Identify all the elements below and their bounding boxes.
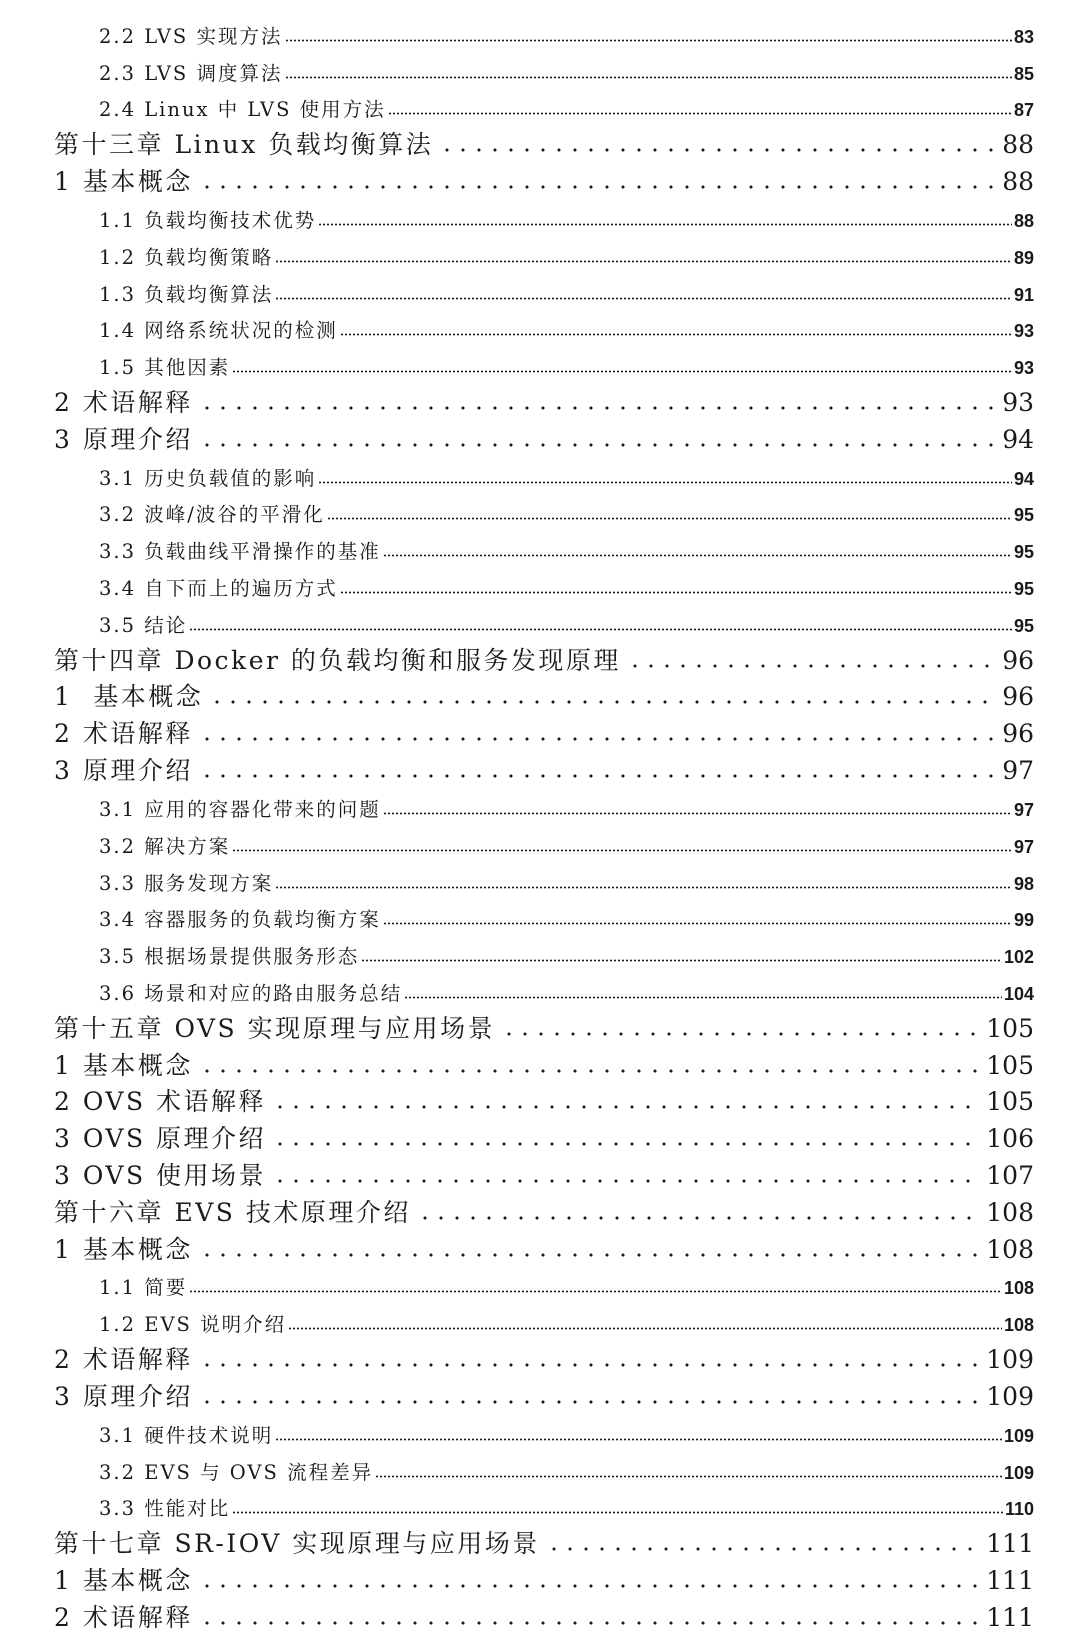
toc-heading-entry[interactable] (0, 1599, 1079, 1636)
toc-dot-leader (189, 1290, 1002, 1293)
toc-entry-title: 1 基本概念 (54, 1565, 193, 1595)
toc-dot-leader (232, 849, 1012, 852)
toc-entry-page-number: 107 (986, 1161, 1034, 1190)
toc-subsection-entry[interactable] (0, 826, 1079, 863)
toc-dot-leader (209, 700, 994, 704)
toc-entry-title: 3.5 结论 (99, 613, 188, 637)
toc-entry-page-number: 97 (1013, 799, 1034, 820)
toc-heading-entry[interactable] (0, 1157, 1079, 1194)
toc-entry-title: 3 原理介绍 (54, 1381, 193, 1411)
toc-entry-page-number: 97 (1002, 756, 1034, 786)
toc-heading-entry[interactable] (0, 1525, 1079, 1562)
toc-heading-entry[interactable] (0, 1120, 1079, 1157)
toc-dot-leader (383, 922, 1012, 925)
toc-entry-title: 2 术语解释 (54, 1345, 193, 1375)
toc-entry-page-number: 96 (1002, 719, 1034, 749)
toc-heading-entry[interactable] (0, 126, 1079, 163)
toc-subsection-entry[interactable] (0, 531, 1079, 568)
toc-subsection-entry[interactable] (0, 1415, 1079, 1452)
toc-entry-title: 3.4 自下而上的遍历方式 (99, 577, 338, 600)
toc-heading-entry[interactable] (0, 642, 1079, 679)
toc-subsection-entry[interactable] (0, 311, 1079, 348)
toc-entry-page-number: 111 (986, 1602, 1034, 1632)
toc-dot-leader (199, 406, 994, 410)
toc-heading-entry[interactable] (0, 1341, 1079, 1378)
toc-entry-title: 第十七章 SR-IOV 实现原理与应用场景 (54, 1529, 540, 1559)
toc-entry-page-number: 109 (986, 1345, 1034, 1375)
toc-dot-leader (327, 517, 1012, 520)
toc-entry-title: 3.2 EVS 与 OVS 流程差异 (99, 1460, 374, 1484)
toc-dot-leader (285, 76, 1012, 79)
toc-dot-leader (199, 443, 994, 447)
toc-dot-leader (199, 1621, 978, 1625)
toc-heading-entry[interactable] (0, 1378, 1079, 1415)
toc-dot-leader (383, 812, 1012, 815)
toc-subsection-entry[interactable] (0, 458, 1079, 495)
toc-entry-title: 3.2 波峰/波谷的平滑化 (99, 503, 325, 527)
toc-entry-title: 2 术语解释 (54, 1602, 193, 1632)
toc-dot-leader (199, 737, 994, 741)
toc-entry-title: 3 OVS 原理介绍 (54, 1124, 267, 1154)
toc-entry-page-number: 89 (1013, 247, 1034, 268)
toc-entry-page-number: 111 (986, 1565, 1034, 1595)
toc-entry-title: 2 OVS 术语解释 (54, 1087, 267, 1117)
toc-entry-title: 3.3 负载曲线平滑操作的基准 (99, 540, 381, 564)
toc-dot-leader (285, 39, 1012, 42)
toc-dot-leader (318, 481, 1012, 484)
toc-heading-entry[interactable] (0, 1562, 1079, 1599)
toc-heading-entry[interactable] (0, 1010, 1079, 1047)
toc-subsection-entry[interactable] (0, 936, 1079, 973)
toc-entry-page-number: 105 (986, 1013, 1034, 1043)
toc-heading-entry[interactable] (0, 163, 1079, 200)
toc-subsection-entry[interactable] (0, 1268, 1079, 1305)
toc-entry-page-number: 95 (1013, 542, 1034, 563)
toc-subsection-entry[interactable] (0, 863, 1079, 900)
toc-dot-leader (232, 1511, 1003, 1514)
toc-entry-title: 2 术语解释 (54, 719, 193, 749)
toc-subsection-entry[interactable] (0, 1489, 1079, 1526)
toc-entry-title: 3.1 历史负载值的影响 (99, 466, 317, 490)
toc-entry-title: 2.2 LVS 实现方法 (99, 24, 283, 48)
toc-heading-entry[interactable] (0, 1194, 1079, 1231)
toc-dot-leader (199, 1069, 978, 1073)
toc-entry-page-number: 93 (1002, 387, 1034, 417)
toc-subsection-entry[interactable] (0, 900, 1079, 937)
toc-entry-title: 3.4 容器服务的负载均衡方案 (99, 908, 381, 932)
toc-dot-leader (199, 1253, 978, 1257)
toc-entry-page-number: 95 (1013, 615, 1034, 636)
toc-entry-title: 3 原理介绍 (54, 424, 193, 454)
toc-entry-title: 3.3 服务发现方案 (99, 871, 274, 895)
toc-heading-entry[interactable] (0, 752, 1079, 789)
toc-entry-page-number: 108 (986, 1234, 1034, 1264)
toc-dot-leader (501, 1032, 978, 1036)
toc-entry-page-number: 94 (1002, 424, 1034, 454)
toc-dot-leader (375, 1475, 1002, 1478)
toc-entry-title: 1.2 EVS 说明介绍 (99, 1313, 287, 1337)
toc-entry-title: 1.3 负载均衡算法 (99, 282, 274, 306)
toc-dot-leader (288, 1327, 1002, 1330)
toc-dot-leader (275, 886, 1012, 889)
toc-entry-title: 2.3 LVS 调度算法 (99, 61, 283, 85)
toc-heading-entry[interactable] (0, 1084, 1079, 1121)
toc-dot-leader (417, 1216, 978, 1220)
table-of-contents (0, 16, 1079, 1636)
toc-entry-page-number: 93 (1013, 321, 1034, 342)
toc-entry-page-number: 88 (1002, 167, 1034, 197)
toc-dot-leader (272, 1142, 978, 1146)
toc-heading-entry[interactable] (0, 679, 1079, 716)
toc-entry-title: 3.1 应用的容器化带来的问题 (99, 797, 381, 821)
toc-entry-title: 2.4 Linux 中 LVS 使用方法 (99, 98, 386, 122)
toc-entry-page-number: 109 (1003, 1425, 1034, 1446)
toc-entry-title: 3.1 硬件技术说明 (99, 1423, 274, 1447)
toc-entry-title: 1 基本概念 (54, 167, 193, 197)
toc-entry-title: 第十五章 OVS 实现原理与应用场景 (54, 1013, 496, 1043)
toc-dot-leader (199, 1584, 978, 1588)
toc-entry-page-number: 91 (1013, 284, 1034, 305)
toc-entry-page-number: 104 (1003, 983, 1034, 1004)
toc-entry-page-number: 95 (1013, 505, 1034, 526)
toc-entry-title: 2 术语解释 (54, 387, 193, 417)
toc-entry-page-number: 109 (986, 1381, 1034, 1411)
toc-entry-title: 第十六章 EVS 技术原理介绍 (54, 1197, 411, 1227)
toc-subsection-entry[interactable] (0, 973, 1079, 1010)
toc-entry-title: 1 基本概念 (54, 1050, 193, 1080)
toc-dot-leader (361, 959, 1002, 962)
toc-dot-leader (388, 112, 1012, 115)
toc-dot-leader (340, 333, 1012, 336)
toc-entry-page-number: 93 (1013, 358, 1034, 379)
toc-dot-leader (318, 223, 1012, 226)
toc-subsection-entry[interactable] (0, 1452, 1079, 1489)
toc-entry-page-number: 96 (1002, 645, 1034, 675)
toc-dot-leader (275, 1438, 1002, 1441)
toc-dot-leader (272, 1179, 978, 1183)
toc-entry-page-number: 108 (1003, 1278, 1034, 1299)
toc-entry-page-number: 108 (986, 1197, 1034, 1227)
toc-heading-entry[interactable] (0, 715, 1079, 752)
toc-dot-leader (627, 664, 994, 668)
toc-dot-leader (275, 260, 1012, 263)
toc-heading-entry[interactable] (0, 1231, 1079, 1268)
toc-entry-page-number: 110 (1004, 1499, 1034, 1520)
toc-entry-title: 1 基本概念 (54, 1234, 193, 1264)
toc-entry-page-number: 95 (1013, 579, 1034, 599)
toc-entry-page-number: 98 (1013, 873, 1034, 894)
toc-subsection-entry[interactable] (0, 347, 1079, 384)
toc-entry-page-number: 87 (1013, 100, 1034, 121)
toc-entry-title: 1.4 网络系统状况的检测 (99, 319, 338, 343)
toc-entry-title: 1.1 简要 (99, 1276, 188, 1300)
toc-entry-title: 3.2 解决方案 (99, 834, 231, 858)
toc-entry-page-number: 105 (986, 1087, 1034, 1117)
toc-entry-page-number: 102 (1003, 947, 1034, 968)
toc-entry-page-number: 111 (986, 1529, 1034, 1559)
toc-subsection-entry[interactable] (0, 16, 1079, 53)
toc-subsection-entry[interactable] (0, 53, 1079, 90)
toc-dot-leader (199, 1363, 978, 1367)
toc-subsection-entry[interactable] (0, 274, 1079, 311)
toc-dot-leader (199, 185, 994, 189)
toc-subsection-entry[interactable] (0, 495, 1079, 532)
toc-subsection-entry[interactable] (0, 237, 1079, 274)
toc-entry-page-number: 83 (1013, 26, 1034, 47)
toc-entry-page-number: 109 (1003, 1462, 1034, 1483)
toc-entry-page-number: 96 (1002, 682, 1034, 712)
toc-dot-leader (383, 554, 1012, 557)
toc-dot-leader (275, 297, 1012, 300)
toc-subsection-entry[interactable] (0, 200, 1079, 237)
toc-entry-page-number: 88 (1002, 130, 1034, 160)
toc-heading-entry[interactable] (0, 384, 1079, 421)
toc-subsection-entry[interactable] (0, 605, 1079, 642)
toc-entry-page-number: 108 (1003, 1315, 1034, 1336)
toc-dot-leader (232, 370, 1012, 373)
toc-entry-page-number: 106 (986, 1124, 1034, 1154)
toc-dot-leader (272, 1105, 978, 1109)
toc-entry-title: 3 原理介绍 (54, 756, 193, 786)
toc-entry-title: 第十四章 Docker 的负载均衡和服务发现原理 (54, 645, 621, 675)
toc-entry-title: 1 基本概念 (54, 682, 204, 712)
toc-dot-leader (340, 591, 1012, 594)
toc-heading-entry[interactable] (0, 1047, 1079, 1084)
toc-dot-leader (439, 148, 994, 152)
toc-entry-title: 第十三章 Linux 负载均衡算法 (54, 130, 434, 160)
toc-entry-title: 1.5 其他因素 (99, 356, 231, 380)
toc-entry-title: 1.1 负载均衡技术优势 (99, 208, 317, 232)
toc-dot-leader (404, 996, 1002, 999)
toc-entry-title: 3 OVS 使用场景 (54, 1161, 267, 1190)
toc-entry-page-number: 105 (986, 1050, 1034, 1080)
toc-entry-title: 3.5 根据场景提供服务形态 (99, 945, 360, 969)
toc-entry-page-number: 85 (1013, 63, 1034, 84)
toc-entry-page-number: 88 (1013, 210, 1034, 231)
toc-entry-title: 3.6 场景和对应的路由服务总结 (99, 981, 403, 1005)
toc-dot-leader (189, 628, 1012, 631)
toc-subsection-entry[interactable] (0, 568, 1079, 605)
toc-dot-leader (546, 1547, 979, 1551)
toc-entry-title: 3.3 性能对比 (99, 1497, 231, 1521)
toc-dot-leader (199, 1400, 978, 1404)
toc-subsection-entry[interactable] (0, 90, 1079, 127)
toc-entry-page-number: 97 (1013, 836, 1034, 857)
toc-entry-title: 1.2 负载均衡策略 (99, 245, 274, 269)
toc-heading-entry[interactable] (0, 421, 1079, 458)
toc-subsection-entry[interactable] (0, 1304, 1079, 1341)
toc-subsection-entry[interactable] (0, 789, 1079, 826)
toc-entry-page-number: 94 (1013, 468, 1034, 489)
toc-entry-page-number: 99 (1013, 910, 1034, 931)
toc-dot-leader (199, 774, 994, 778)
